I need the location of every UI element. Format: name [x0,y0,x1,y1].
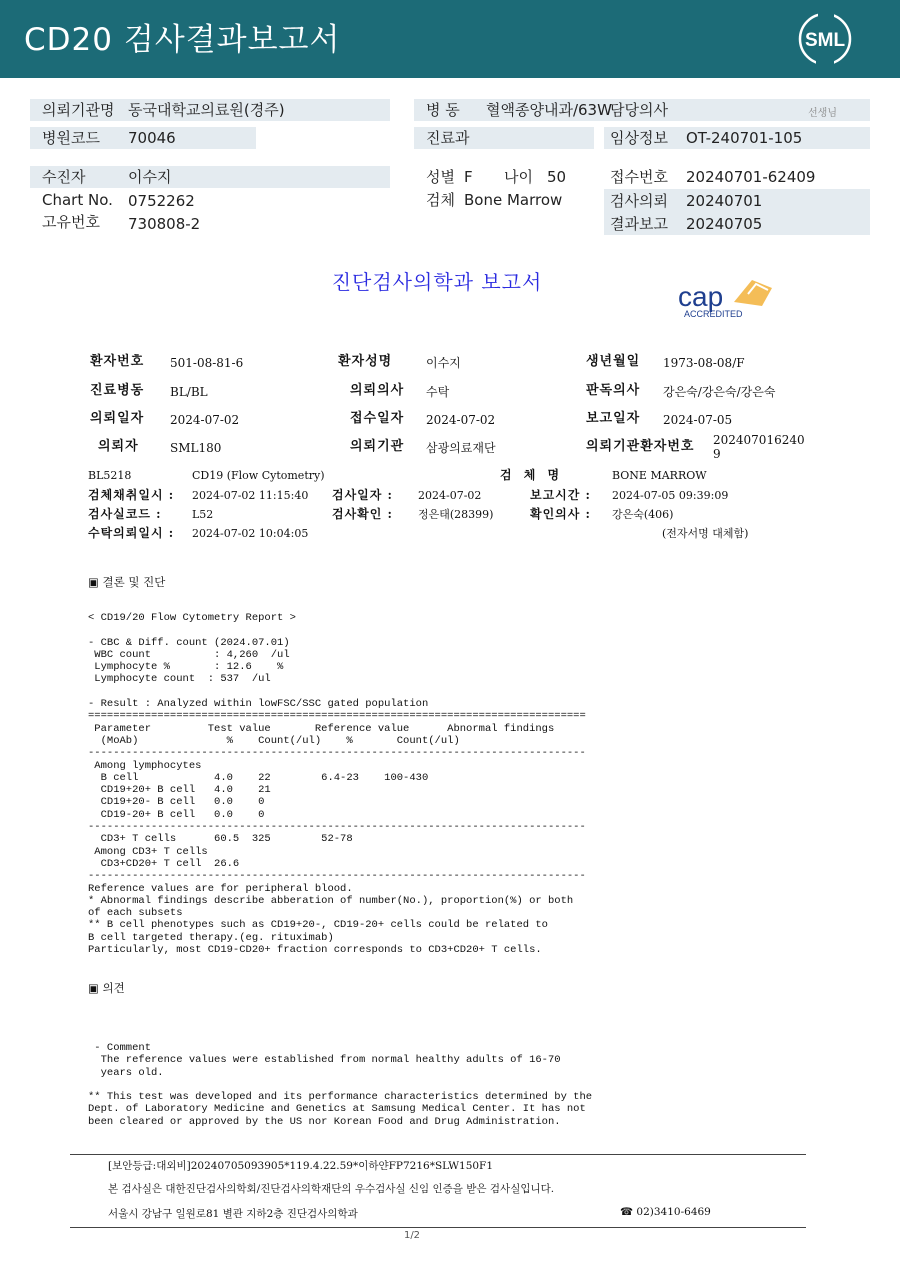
security-line: [보안등급:대외비]20240705093905*119.4.22.59*이하얀FP7216*SLW150F1 [108,1160,494,1172]
patient-name-label: 환자성명 [338,354,393,369]
confirm-doctor-value: 강은숙(406) [612,508,674,521]
collect-value: 2024-07-02 11:15:40 [192,489,309,502]
id-label: 고유번호 [42,213,100,231]
specimen-name-label: 검 체 명 [500,468,564,482]
footer-bottom-rule [70,1227,806,1228]
specimen-label: 검체 [426,191,455,209]
sml-logo-icon [796,10,854,68]
result-value: 20240705 [686,215,763,233]
test-code: BL5218 [88,469,132,482]
inst-patient-no-label: 의뢰기관환자번호 [586,439,695,454]
patient-value: 이수지 [128,168,172,186]
chart-value: 0752262 [128,192,195,210]
signature-note: (전자서명 대체함) [662,527,749,540]
clinical-info-value: OT-240701-105 [686,129,803,147]
institution-value: 동국대학교의료원(경주) [128,101,285,119]
cap-accredited-logo-icon [676,272,780,322]
ward-label: 병 동 [426,101,460,119]
patient-label: 수진자 [42,168,86,186]
recv-date-label: 접수일자 [350,411,405,426]
room-code-value: L52 [192,508,214,521]
consign-label: 수탁의뢰일시 : [88,526,175,540]
req-doctor-label: 의뢰의사 [350,383,405,398]
request-value: 20240701 [686,192,763,210]
page-title: CD20 검사결과보고서 [24,22,341,58]
address-line: 서울시 강남구 일원로81 별관 지하2층 진단검사의학과 [108,1208,358,1220]
ward-value: 혈액종양내과/63W [486,101,612,119]
phone-line: ☎ 02)3410-6469 [620,1206,711,1218]
report-body-text: < CD19/20 Flow Cytometry Report > - CBC & Diff. count (2024.07.01) WBC count : 4,260 /ul Lymphocyte % : 12.6 % Lymphocyte count : 537 /ul - Result : Analyzed within lowFSC/SSC gated population =============================================================================== Parameter Test value Reference value Abnormal findings (MoAb) % Count(/ul) % Count(/ul) ------------------------------------------------------------------------------- Among lymphocytes B cell 4.0 22 6.4-23 100-430 CD19+20+ B cell 4.0 21 CD19+20- B cell 0.0 0 CD19-20+ B cell 0.0 0 ------------------------------------------------------------------------------- CD3+ T cells 60.5 325 52-78 Among CD3+ T cells CD3+CD20+ T cell 26.6 ------------------------------------------------------------------------------- Reference values are for peripheral blood. * Abnormal findings describe abberation of number(No.), proportion(%) or both of each subsets ** B cell phenotypes such as CD19+20-, CD19-20+ cells could be related to B cell targeted therapy.(eg. rituximab) Particularly, most CD19-CD20+ fraction corresponds to CD3+CD20+ T cells. [88,612,586,957]
logo-text: SML [804,30,846,51]
confirm-label: 검사확인 : [332,507,393,521]
request-label: 검사의뢰 [610,192,668,210]
inst-patient-no-value-1: 202407016240 [713,433,805,447]
report-time-label: 보고시간 : [530,488,591,502]
footer-top-rule [70,1154,806,1155]
comment-text: - Comment The reference values were established from normal healthy adults of 16-70 years old. ** This test was developed and its performance characteristics determined by the Dept. of Laboratory Medicine and Genetics at Samsung Medical Center. It has not been cleared or approved by the US nor Korean Food and Drug Administration. [88,1042,593,1128]
clinical-info-label: 임상정보 [610,129,668,147]
header-banner [0,0,900,78]
chart-label: Chart No. [42,191,113,209]
consign-value: 2024-07-02 10:04:05 [192,527,309,540]
result-label: 결과보고 [610,215,668,233]
cap-sub-text: ACCREDITED [684,309,743,319]
req-institution-label: 의뢰기관 [350,439,405,454]
reception-no-value: 20240701-62409 [686,168,816,186]
patient-no-value: 501-08-81-6 [170,356,244,370]
page-number: 1/2 [403,1230,421,1241]
report-time-value: 2024-07-05 09:39:09 [612,489,729,502]
sex-value: F [464,168,473,186]
req-date-label: 의뢰일자 [90,411,145,426]
collect-label: 검체채취일시 : [88,488,175,502]
hospital-code-label: 병원코드 [42,129,100,147]
reception-no-label: 접수번호 [610,168,668,186]
reading-doctor-label: 판독의사 [586,383,641,398]
id-value: 730808-2 [128,215,201,233]
dob-value: 1973-08-08/F [663,356,745,370]
institution-label: 의뢰기관명 [42,101,115,119]
test-date-label: 검사일자 : [332,488,393,502]
department-label: 진료과 [426,129,470,147]
cap-text: cap [678,281,724,312]
sex-label: 성별 [426,168,455,186]
reading-doctor-value: 강은숙/강은숙/강은숙 [663,385,776,399]
conclusion-heading: ▣ 결론 및 진단 [88,575,166,589]
doctor-value: 선생님 [808,108,837,119]
room-code-label: 검사실코드 : [88,507,162,521]
patient-no-label: 환자번호 [90,354,145,369]
age-value: 50 [547,168,567,186]
opinion-heading: ▣ 의견 [88,981,125,995]
report-date-value: 2024-07-05 [663,413,733,427]
ward-field-value: BL/BL [170,385,208,399]
specimen-name-value: BONE MARROW [612,469,707,482]
recv-date-value: 2024-07-02 [426,413,496,427]
patient-name-value: 이수지 [426,356,461,370]
specimen-value: Bone Marrow [464,191,563,209]
dob-label: 생년월일 [586,354,641,369]
inst-patient-no-value-2: 9 [713,447,721,461]
report-date-label: 보고일자 [586,411,641,426]
certification-line: 본 검사실은 대한진단검사의학회/진단검사의학재단의 우수검사실 신임 인증을 받은 검사실입니다. [108,1183,555,1195]
report-title: 진단검사의학과 보고서 [331,270,543,294]
ward-field-label: 진료병동 [90,383,145,398]
test-name: CD19 (Flow Cytometry) [192,469,325,482]
req-institution-value: 삼광의료재단 [426,441,496,455]
confirm-doctor-label: 확인의사 : [530,507,591,521]
req-doctor-value: 수탁 [426,385,450,399]
age-label: 나이 [504,168,533,186]
requester-label: 의뢰자 [98,439,139,454]
req-date-value: 2024-07-02 [170,413,240,427]
hospital-code-value: 70046 [128,129,176,147]
doctor-label: 담당의사 [610,101,668,119]
test-date-value: 2024-07-02 [418,489,482,502]
requester-value: SML180 [170,441,222,455]
confirm-value: 정은태(28399) [418,508,494,521]
